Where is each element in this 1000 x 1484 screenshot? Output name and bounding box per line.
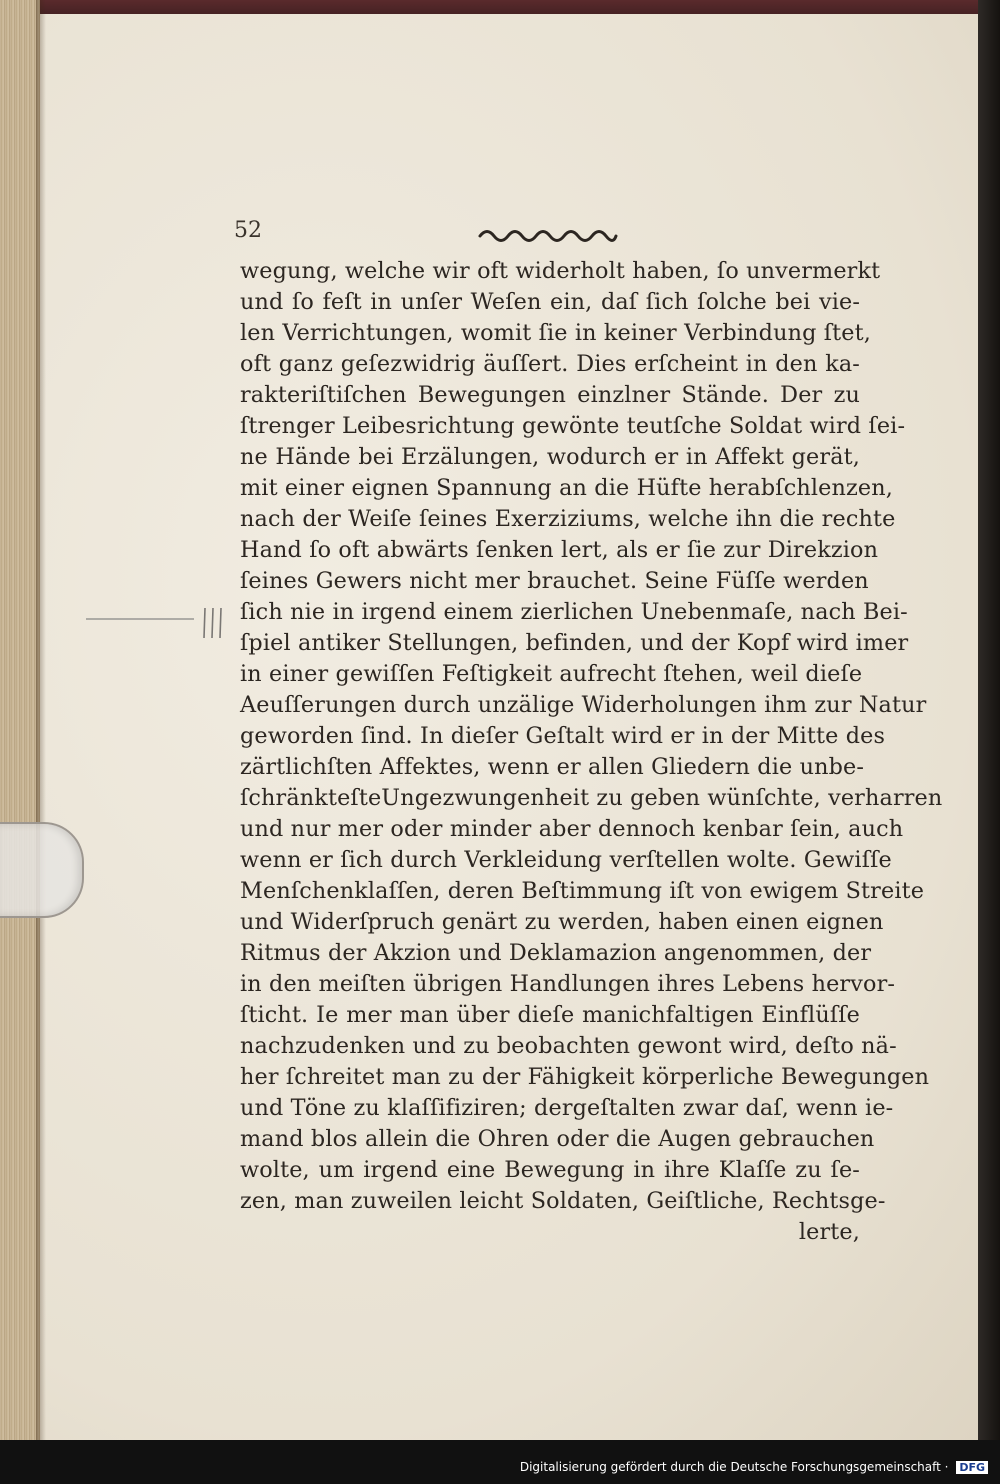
text-line: oft ganz geſezwidrig äuſſert. Dies erſcheint in den ka- bbox=[240, 351, 860, 377]
text-line: und Widerſpruch genärt zu werden, haben einen eignen bbox=[240, 909, 884, 935]
body-text bbox=[240, 256, 943, 1248]
text-line: ſpiel antiker Stellungen, befinden, und der Kopf wird imer bbox=[240, 630, 909, 656]
text-line: nachzudenken und zu beobachten gewont wird, deſto nä- bbox=[240, 1033, 897, 1059]
text-line: zärtlichſten Affektes, wenn er allen Gliedern die unbe- bbox=[240, 754, 865, 780]
right-edge bbox=[978, 0, 1000, 1440]
text-line: und nur mer oder minder aber dennoch kenbar ſein, auch bbox=[240, 816, 904, 842]
text-line: ſtrenger Leibesrichtung gewönte teutſche Soldat wird ſei- bbox=[240, 413, 906, 439]
text-line: Menſchenklaſſen, deren Beſtimmung iſt von ewigem Streite bbox=[240, 878, 925, 904]
text-line: geworden ſind. In dieſer Geſtalt wird er in der Mitte des bbox=[240, 723, 886, 749]
page-number: 52 bbox=[234, 218, 262, 243]
text-line: nach der Weiſe ſeines Exerziziums, welche ihn die rechte bbox=[240, 506, 896, 532]
text-line: wenn er ſich durch Verkleidung verſtellen wolte. Gewiſſe bbox=[240, 847, 892, 873]
digitization-credit bbox=[520, 1460, 988, 1474]
text-line: ſich nie in irgend einem zierlichen Unebenmaſe, nach Bei- bbox=[240, 599, 908, 625]
text-line: wegung, welche wir oft widerholt haben, ſo unvermerkt bbox=[240, 258, 881, 284]
dfg-logo: DFG bbox=[956, 1461, 988, 1474]
text-line: ſchränkteſteUngezwungenheit zu geben wünſchte, verharren bbox=[240, 785, 943, 811]
page-clip bbox=[0, 822, 84, 918]
text-line: ne Hände bei Erzälungen, wodurch er in Affekt gerät, bbox=[240, 444, 860, 470]
text-line: lerte, bbox=[798, 1219, 860, 1245]
text-line: mit einer eignen Spannung an die Hüfte herabſchlenzen, bbox=[240, 475, 893, 501]
pencil-margin-bars-icon bbox=[200, 606, 230, 640]
text-line: ſticht. Ie mer man über dieſe manichfaltigen Einflüſſe bbox=[240, 1002, 860, 1028]
gutter-shadow bbox=[36, 0, 46, 1440]
text-line: Aeuſſerungen durch unzälige Widerholungen ihm zur Natur bbox=[240, 692, 927, 718]
text-line: len Verrichtungen, womit ſie in keiner Verbindung ſtet, bbox=[240, 320, 871, 346]
text-line: ſeines Gewers nicht mer brauchet. Seine Füſſe werden bbox=[240, 568, 869, 594]
text-line: zen, man zuweilen leicht Soldaten, Geiſtliche, Rechtsge- bbox=[240, 1188, 886, 1214]
pencil-mark bbox=[86, 618, 194, 620]
text-line: mand blos allein die Ohren oder die Augen gebrauchen bbox=[240, 1126, 875, 1152]
text-line: Ritmus der Akzion und Deklamazion angenommen, der bbox=[240, 940, 872, 966]
ornament-wave-icon bbox=[478, 224, 618, 246]
text-line: in einer gewiſſen Feſtigkeit aufrecht ſtehen, weil dieſe bbox=[240, 661, 863, 687]
page-edges bbox=[0, 0, 40, 1440]
credit-text: Digitalisierung gefördert durch die Deutsche Forschungsgemeinschaft · bbox=[519, 1460, 949, 1474]
text-line: rakteriſtiſchen Bewegungen einzlner Stände. Der zu bbox=[240, 382, 860, 408]
text-line: und Töne zu klaſſifiziren; dergeſtalten zwar daſ, wenn ie- bbox=[240, 1095, 894, 1121]
text-line: wolte, um irgend eine Bewegung in ihre Klaſſe zu ſe- bbox=[240, 1157, 860, 1183]
text-line: her ſchreitet man zu der Fähigkeit körperliche Bewegungen bbox=[240, 1064, 930, 1090]
text-line: Hand ſo oft abwärts ſenken lert, als er ſie zur Direkzion bbox=[240, 537, 879, 563]
text-line: und ſo feſt in unſer Weſen ein, daſ ſich ſolche bei vie- bbox=[240, 289, 860, 315]
text-line: in den meiſten übrigen Handlungen ihres Lebens hervor- bbox=[240, 971, 896, 997]
